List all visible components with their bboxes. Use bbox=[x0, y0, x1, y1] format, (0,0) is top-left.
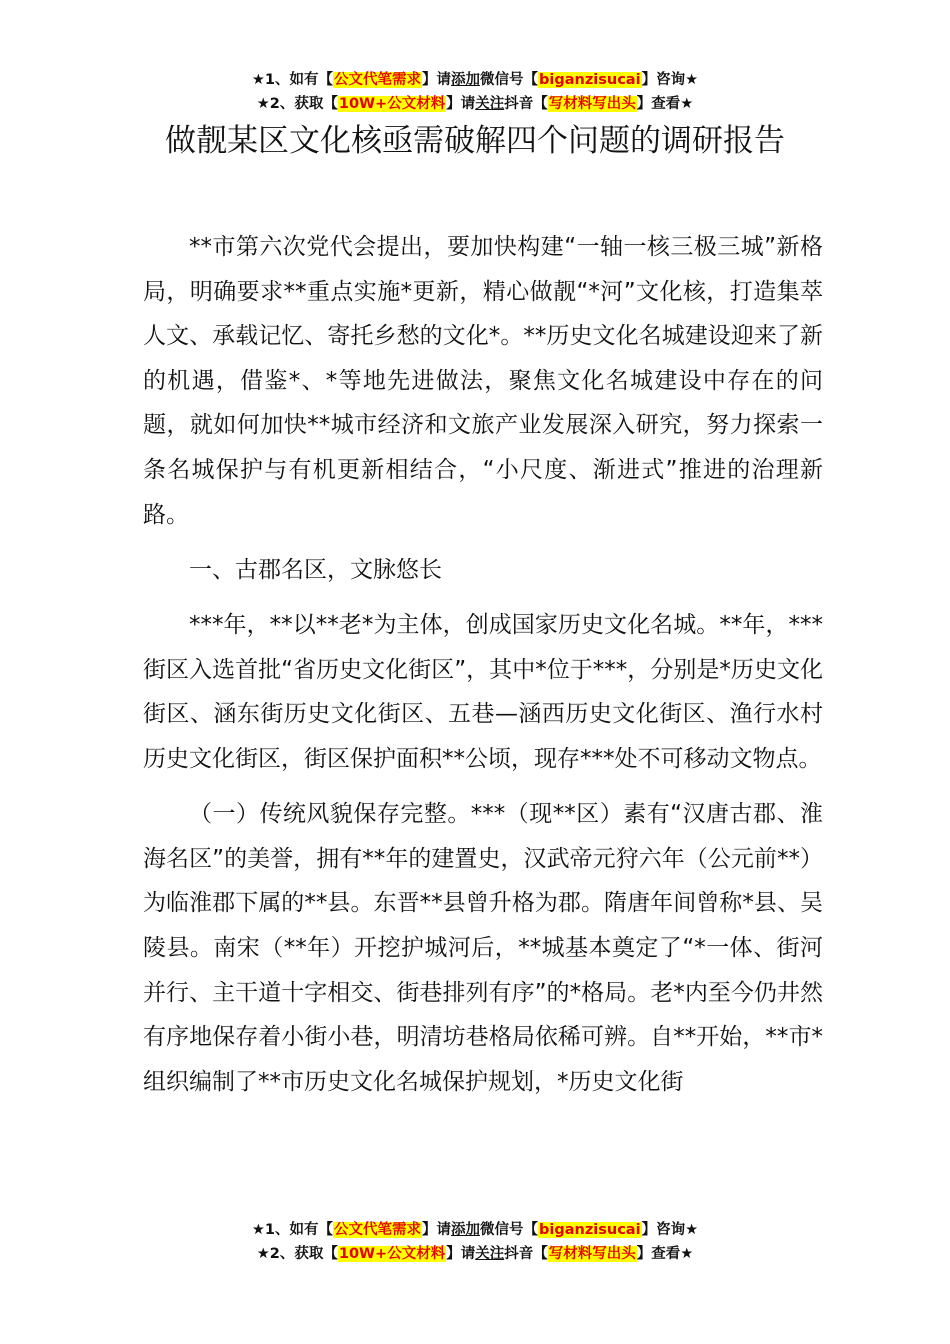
promo-line-1 bbox=[0, 68, 950, 92]
promo-underline: 关注 bbox=[475, 1246, 505, 1262]
promo-text: 抖音【 bbox=[504, 1246, 548, 1262]
promo-highlight: 10W+公文材料 bbox=[338, 1246, 446, 1262]
promo-text: 微信号【 bbox=[480, 72, 539, 88]
promo-highlight: 公文代笔需求 bbox=[334, 72, 422, 88]
promo-underline: 关注 bbox=[475, 96, 505, 112]
promo-highlight: 写材料写出头 bbox=[548, 96, 636, 112]
promo-underline: 添加 bbox=[451, 1222, 481, 1238]
promo-text: ★2、获取【 bbox=[256, 1246, 338, 1262]
promo-highlight: 写材料写出头 bbox=[548, 1246, 636, 1262]
intro-paragraph: **市第六次党代会提出，要加快构建“一轴一核三极三城”新格局，明确要求**重点实施*更新，精心做靓“*河”文化核，打造集萃人文、承载记忆、寄托乡愁的文化*。**历史文化名城建设迎来了新的机遇，借鉴*、*等地先进做法，聚焦文化名城建设中存在的问题，就如何加快**城市经济和文旅产业发展深入研究，努力探索一条名城保护与有机更新相结合，“小尺度、渐进式”推进的治理新路。 bbox=[143, 234, 823, 528]
promo-line-1 bbox=[0, 1218, 950, 1242]
body-paragraph: ***年，**以**老*为主体，创成国家历史文化名城。**年，***街区入选首批“省历史文化街区”，其中*位于***，分别是*历史文化街区、涵东街历史文化街区、五巷—涵西历史文化街区、渔行水村历史文化街区，街区保护面积**公顷，现存***处不可移动文物点。 bbox=[143, 612, 823, 773]
promo-line-2 bbox=[0, 1242, 950, 1266]
promo-line-2 bbox=[0, 92, 950, 116]
promo-text: ★2、获取【 bbox=[256, 96, 338, 112]
body-paragraph: （一）传统风貌保存完整。***（现**区）素有“汉唐古郡、淮海名区”的美誉，拥有**年的建置史，汉武帝元狩六年（公元前**）为临淮郡下属的**县。东晋**县曾升格为郡。隋唐年间曾称*县、吴陵县。南宋（**年）开挖护城河后，**城基本奠定了“*一体、街河并行、主干道十字相交、街巷排列有序”的*格局。老*内至今仍井然有序地保存着小街小巷，明清坊巷格局依稀可辨。自**开始，**市*组织编制了**市历史文化名城保护规划，*历史文化街 bbox=[143, 801, 823, 1095]
promo-text: 微信号【 bbox=[480, 1222, 539, 1238]
promo-text: ★1、如有【 bbox=[251, 72, 334, 88]
promo-text: 】请 bbox=[422, 1222, 452, 1238]
promo-highlight: 10W+公文材料 bbox=[338, 96, 446, 112]
promo-text: 】查看★ bbox=[636, 96, 694, 112]
promo-text: 】查看★ bbox=[636, 1246, 694, 1262]
section-heading: 一、古郡名区，文脉悠长 bbox=[189, 556, 442, 583]
promo-underline: 添加 bbox=[451, 72, 481, 88]
promo-text: ★1、如有【 bbox=[251, 1222, 334, 1238]
promo-text: 】咨询★ bbox=[641, 1222, 699, 1238]
document-body bbox=[143, 225, 823, 1115]
promo-highlight: 公文代笔需求 bbox=[334, 1222, 422, 1238]
footer-promo-banner bbox=[0, 1218, 950, 1266]
promo-text: 】请 bbox=[446, 1246, 476, 1262]
document-title: 做靓某区文化核亟需破解四个问题的调研报告 bbox=[165, 123, 785, 159]
promo-highlight: biganzisucai bbox=[539, 1222, 641, 1238]
header-promo-banner bbox=[0, 68, 950, 116]
promo-text: 抖音【 bbox=[504, 96, 548, 112]
promo-text: 】咨询★ bbox=[641, 72, 699, 88]
promo-text: 】请 bbox=[446, 96, 476, 112]
promo-text: 】请 bbox=[422, 72, 452, 88]
promo-highlight: biganzisucai bbox=[539, 72, 641, 88]
